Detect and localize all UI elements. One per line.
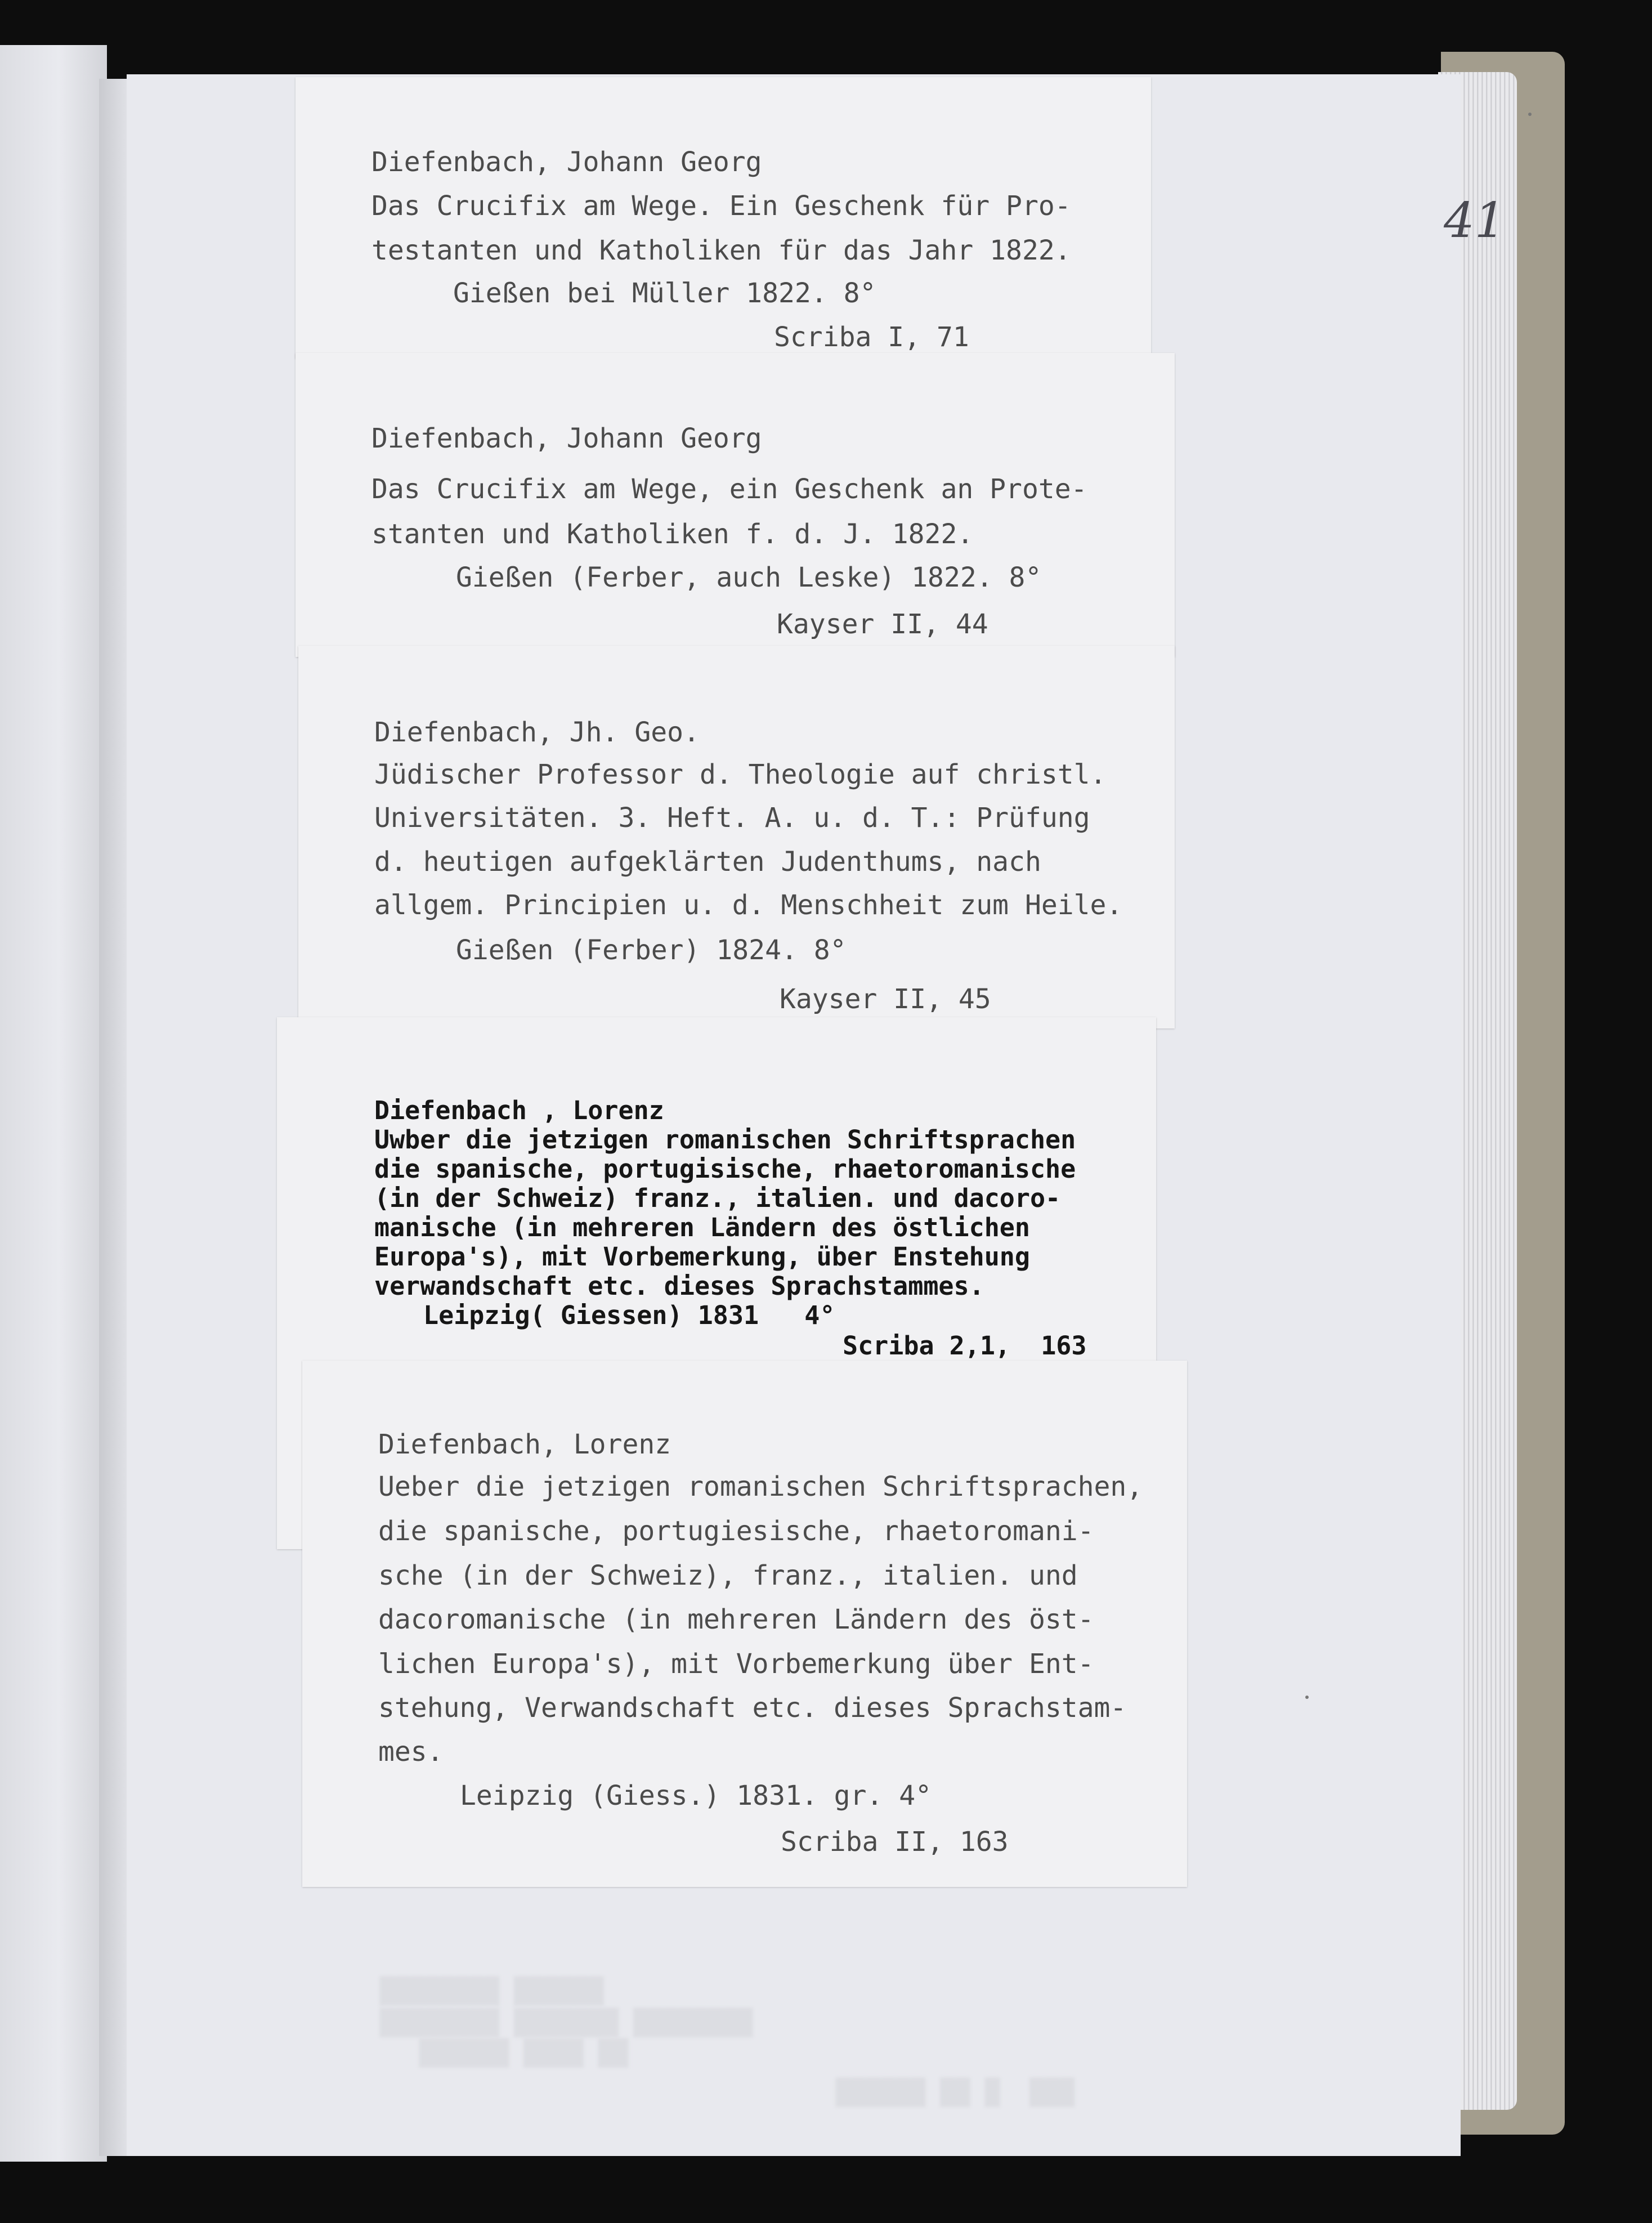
catalog-card-3 xyxy=(298,646,1175,1028)
card-author: Diefenbach, Jh. Geo. xyxy=(374,717,700,748)
card-title-line: allgem. Principien u. d. Menschheit zum Heile. xyxy=(374,889,1123,921)
left-page-edge xyxy=(0,45,107,2162)
card-title-line: die spanische, portugisische, rhaetoromanische xyxy=(374,1154,1076,1184)
card-title-line: manische (in mehreren Ländern des östlichen xyxy=(374,1213,1030,1242)
card-title-line: Europa's), mit Vorbemerkung, über Enstehung xyxy=(374,1242,1030,1272)
card-title-line: mes. xyxy=(378,1736,444,1768)
catalog-card-5 xyxy=(302,1361,1187,1887)
card-title-line: Das Crucifix am Wege. Ein Geschenk für Pro- xyxy=(371,190,1071,222)
bleed-through-text: ██████ ██ █ ███ xyxy=(836,2078,1075,2107)
catalog-card-1 xyxy=(296,77,1151,359)
card-imprint: Leipzig( Giessen) 1831 4° xyxy=(423,1300,835,1330)
card-title-line: Ueber die jetzigen romanischen Schriftsprachen, xyxy=(378,1471,1143,1502)
paper-speck xyxy=(1528,113,1532,116)
bleed-through-text: ████████ ███████ ████████ xyxy=(380,2009,753,2037)
card-title-line: sche (in der Schweiz), franz., italien. und xyxy=(378,1560,1078,1591)
card-title-line: Jüdischer Professor d. Theologie auf christl. xyxy=(374,759,1107,790)
card-title-line: Das Crucifix am Wege, ein Geschenk an Prote- xyxy=(371,473,1087,505)
bleed-through-text: ██████ ████ ██ xyxy=(419,2039,628,2068)
card-title-line: stehung, Verwandschaft etc. dieses Sprachstam- xyxy=(378,1692,1127,1724)
bleed-through-text: ████████ ██████ xyxy=(380,1977,604,2006)
card-imprint: Gießen (Ferber) 1824. 8° xyxy=(456,934,847,966)
page-number: 41 xyxy=(1444,193,1506,249)
card-author: Diefenbach, Johann Georg xyxy=(371,423,762,454)
card-source: Scriba I, 71 xyxy=(774,321,969,353)
card-title-line: (in der Schweiz) franz., italien. und dacoro- xyxy=(374,1183,1061,1213)
card-title-line: Uwber die jetzigen romanischen Schriftsprachen xyxy=(374,1125,1076,1155)
card-author: Diefenbach, Johann Georg xyxy=(371,146,762,178)
card-title-line: Universitäten. 3. Heft. A. u. d. T.: Prüfung xyxy=(374,802,1090,834)
card-title-line: die spanische, portugiesische, rhaetoromani- xyxy=(378,1515,1094,1547)
card-imprint: Leipzig (Giess.) 1831. gr. 4° xyxy=(460,1780,932,1812)
card-source: Scriba II, 163 xyxy=(781,1826,1009,1858)
card-title-line: lichen Europa's), mit Vorbemerkung über Ent- xyxy=(378,1648,1094,1680)
card-imprint: Gießen bei Müller 1822. 8° xyxy=(453,278,876,309)
card-source: Kayser II, 44 xyxy=(777,609,988,640)
card-source: Kayser II, 45 xyxy=(780,983,991,1015)
card-title-line: testanten und Katholiken für das Jahr 1822. xyxy=(371,235,1071,266)
card-imprint: Gießen (Ferber, auch Leske) 1822. 8° xyxy=(456,562,1042,593)
card-title-line: d. heutigen aufgeklärten Judenthums, nach xyxy=(374,846,1041,878)
catalog-card-2 xyxy=(296,353,1175,657)
card-title-line: verwandschaft etc. dieses Sprachstammes. xyxy=(374,1271,984,1301)
card-source: Scriba 2,1, 163 xyxy=(843,1331,1087,1361)
paper-speck xyxy=(1305,1696,1309,1699)
card-title-line: stanten und Katholiken f. d. J. 1822. xyxy=(371,518,974,550)
card-author: Diefenbach, Lorenz xyxy=(378,1429,671,1460)
card-title-line: dacoromanische (in mehreren Ländern des öst- xyxy=(378,1604,1094,1635)
card-author: Diefenbach , Lorenz xyxy=(374,1095,664,1125)
